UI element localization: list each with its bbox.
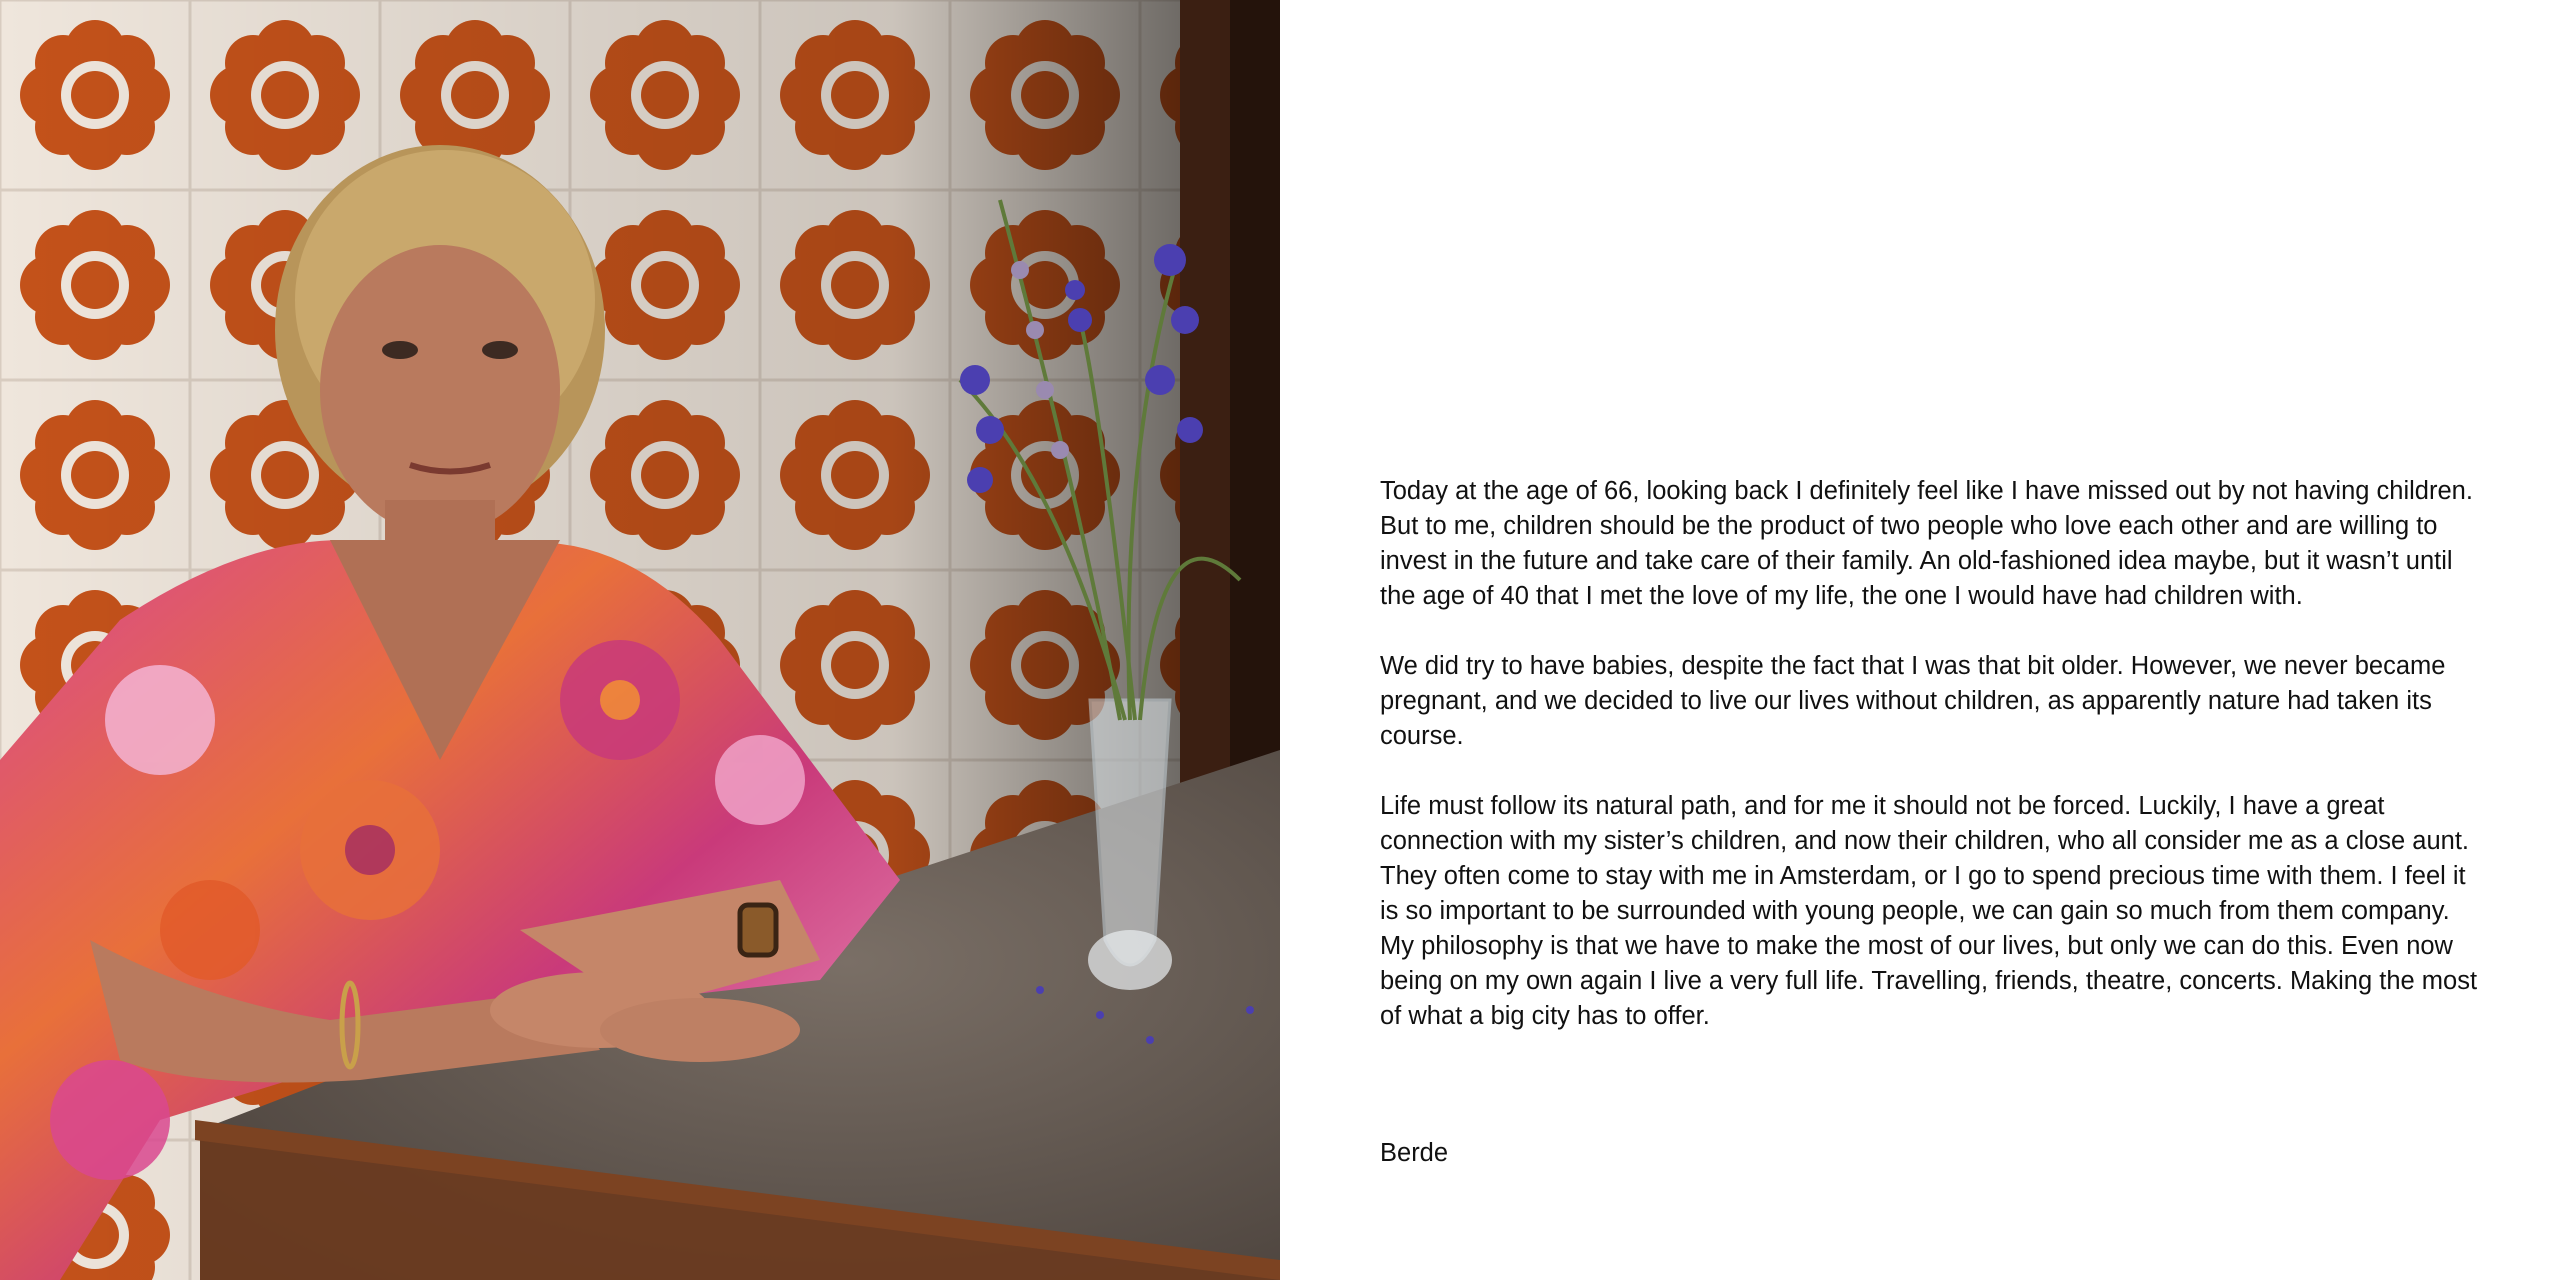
- story-paragraph: We did try to have babies, despite the fact that I was that bit older. However, we never became pregnant, and we decided to live our lives without children, as apparently nature had taken its course.: [1380, 652, 2446, 750]
- signature: Berde: [1380, 1139, 1449, 1167]
- story-page: [1280, 0, 2560, 1280]
- story-paragraph: Today at the age of 66, looking back I definitely feel like I have missed out by not having children. But to me, children should be the product of two people who love each other and are willing to invest in the future and take care of their family. An old-fashioned idea maybe, but it wasn’t until the age of 40 that I met the love of my life, the one I would have had children with.: [1380, 477, 2473, 610]
- story-text: [1380, 474, 2480, 1069]
- story-paragraph: Life must follow its natural path, and for me it should not be forced. Luckily, I have a great connection with my sister’s children, and now their children, who all consider me as a close aunt. They often come to stay with me in Amsterdam, or I go to spend precious time with them. I feel it is so important to be surrounded with young people, we can gain so much from them company. My philosophy is that we have to make the most of our lives, but only we can do this. Even now being on my own again I live a very full life. Travelling, friends, theatre, concerts. Making the most of what a big city has to offer.: [1380, 792, 2478, 1030]
